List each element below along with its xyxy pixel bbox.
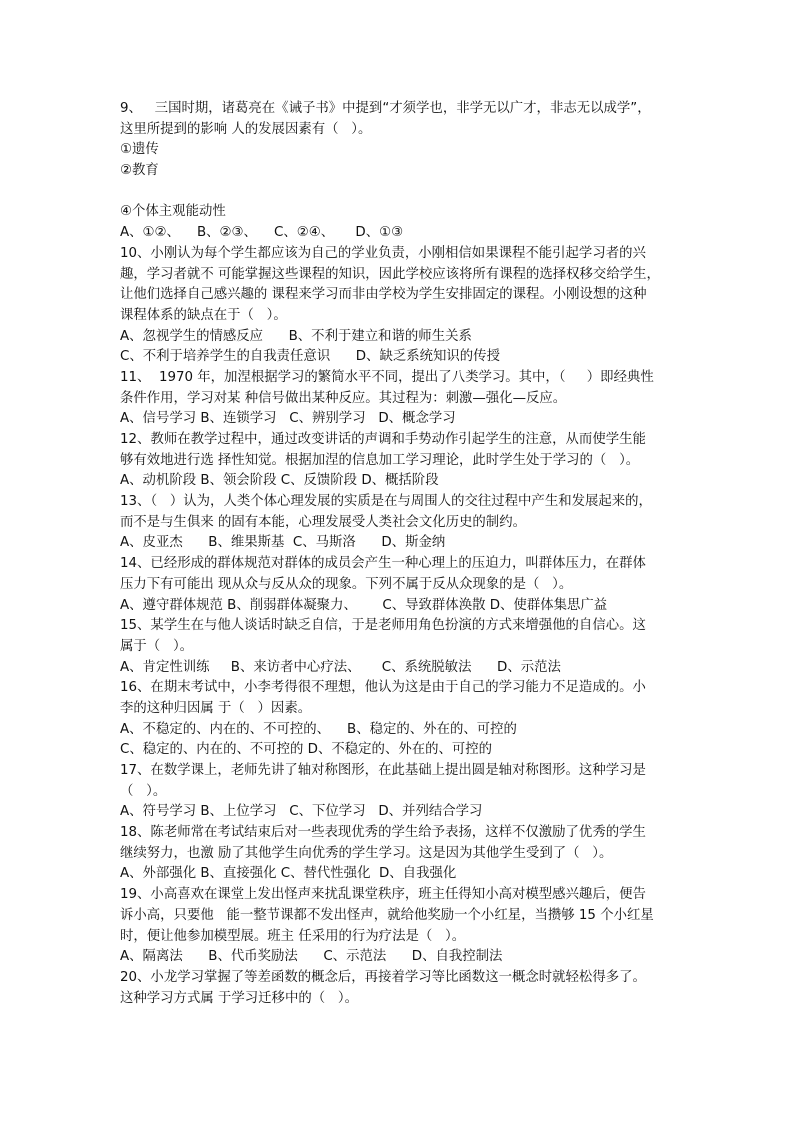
question-9-item-2: ②教育 xyxy=(120,163,159,179)
question-16-line-2: 李的这种归因属 于（ ）因素。 xyxy=(120,700,312,716)
question-18-line-1: 18、陈老师常在考试结束后对一些表现优秀的学生给予表扬，这样不仅激励了优秀的学生 xyxy=(120,825,646,841)
question-12-line-2: 够有效地进行选 择性知觉。根据加涅的信息加工学习理论，此时学生处于学习的（ ）。 xyxy=(120,452,640,468)
question-14-line-2: 压力下有可能出 现从众与反从众的现象。下列不属于反从众现象的是（ ）。 xyxy=(120,576,573,592)
question-11-line-1: 11、 1970 年，加涅根据学习的繁简水平不同，提出了八类学习。其中，（ ）即经典性 xyxy=(120,369,654,385)
question-12-line-1: 12、教师在教学过程中，通过改变讲话的声调和手势动作引起学生的注意，从而使学生能 xyxy=(120,432,646,447)
question-10-options-ab: A、忽视学生的情感反应 B、不利于建立和谐的师生关系 xyxy=(120,328,472,344)
question-16-options-cd: C、稳定的、内在的、不可控的 D、不稳定的、外在的、可控的 xyxy=(120,742,493,758)
question-18-line-2: 继续努力，也激 励了其他学生向优秀的学生学习。这是因为其他学生受到了（ ）。 xyxy=(120,845,613,861)
question-15-line-2: 属于（ ）。 xyxy=(120,638,194,654)
question-15-line-1: 15、某学生在与他人谈话时缺乏自信，于是老师用角色扮演的方式来增强他的自信心。这 xyxy=(120,618,646,634)
question-19-line-1: 19、小高喜欢在课堂上发出怪声来扰乱课堂秩序，班主任得知小高对模型感兴趣后，便告 xyxy=(120,887,646,903)
question-13-options: A、皮亚杰 B、维果斯基 C、马斯洛 D、斯金纳 xyxy=(120,535,446,551)
question-9-line-1: 9、 三国时期，诸葛亮在《诫子书》中提到“才须学也，非学无以广才，非志无以成学”， xyxy=(120,101,651,116)
question-13-line-2: 而不是与生俱来 的固有本能，心理发展受人类社会文化历史的制约。 xyxy=(120,514,526,530)
question-17-line-2: （ ）。 xyxy=(120,783,167,799)
question-9-item-4: ④个体主观能动性 xyxy=(120,204,226,220)
question-10-line-4: 课程体系的缺点在于（ ）。 xyxy=(120,307,287,323)
question-14-options: A、遵守群体规范 B、削弱群体凝聚力、 C、导致群体涣散 D、使群体集思广益 xyxy=(120,597,608,613)
question-16-line-1: 16、在期末考试中，小李考得很不理想，他认为这是由于自己的学习能力不足造成的。小 xyxy=(120,680,646,696)
document-page xyxy=(120,99,695,1009)
question-19-line-2: 诉小高，只要他 能一整节课都不发出怪声，就给他奖励一个小红星，当攒够 15 个小红星 xyxy=(120,907,654,923)
question-9-item-1: ①遗传 xyxy=(120,142,159,158)
question-18-options: A、外部强化 B、直接强化 C、替代性强化 D、自我强化 xyxy=(120,866,457,882)
question-19-line-3: 时，便让他参加模型展。班主 任采用的行为疗法是（ ）。 xyxy=(120,928,466,944)
blank-line xyxy=(120,182,695,203)
question-19-options: A、隔离法 B、代币奖励法 C、示范法 D、自我控制法 xyxy=(120,949,503,965)
question-14-line-1: 14、已经形成的群体规范对群体的成员会产生一种心理上的压迫力，叫群体压力，在群体 xyxy=(120,556,646,572)
question-16-options-ab: A、不稳定的、内在的、不可控的、 B、稳定的、外在的、可控的 xyxy=(120,721,517,737)
question-10-line-1: 10、小刚认为每个学生都应该为自己的学业负责，小刚相信如果课程不能引起学习者的兴 xyxy=(120,245,646,261)
question-9-line-2: 这里所提到的影响 人的发展因素有（ ）。 xyxy=(120,121,372,137)
question-10-line-2: 趣，学习者就不 可能掌握这些课程的知识，因此学校应该将所有课程的选择权移交给学生， xyxy=(120,266,660,282)
question-10-options-cd: C、不利于培养学生的自我责任意识 D、缺乏系统知识的传授 xyxy=(120,349,500,365)
question-12-options: A、动机阶段 B、领会阶段 C、反馈阶段 D、概括阶段 xyxy=(120,473,439,489)
question-15-options: A、肯定性训练 B、来访者中心疗法、 C、系统脱敏法 D、示范法 xyxy=(120,659,561,675)
question-11-line-2: 条件作用，学习对某 种信号做出某种反应。其过程为：刺激—强化—反应。 xyxy=(120,390,567,406)
question-20-line-1: 20、小龙学习掌握了等差函数的概念后，再接着学习等比函数这一概念时就轻松得多了。 xyxy=(120,969,646,985)
question-20-line-2: 这种学习方式属 于学习迁移中的（ ）。 xyxy=(120,990,358,1006)
question-17-line-1: 17、在数学课上，老师先讲了轴对称图形，在此基础上提出圆是轴对称图形。这种学习是 xyxy=(120,763,646,778)
question-13-line-1: 13、（ ）认为，人类个体心理发展的实质是在与周围人的交往过程中产生和发展起来的， xyxy=(120,494,652,510)
question-17-options: A、符号学习 B、上位学习 C、下位学习 D、并列结合学习 xyxy=(120,804,483,820)
question-10-line-3: 让他们选择自己感兴趣的 课程来学习而非由学校为学生安排固定的课程。小刚设想的这种 xyxy=(120,287,647,303)
question-11-options: A、信号学习 B、连锁学习 C、辨别学习 D、概念学习 xyxy=(120,411,456,427)
question-9-options: A、①②、 B、②③、 C、②④、 D、①③ xyxy=(120,225,404,241)
